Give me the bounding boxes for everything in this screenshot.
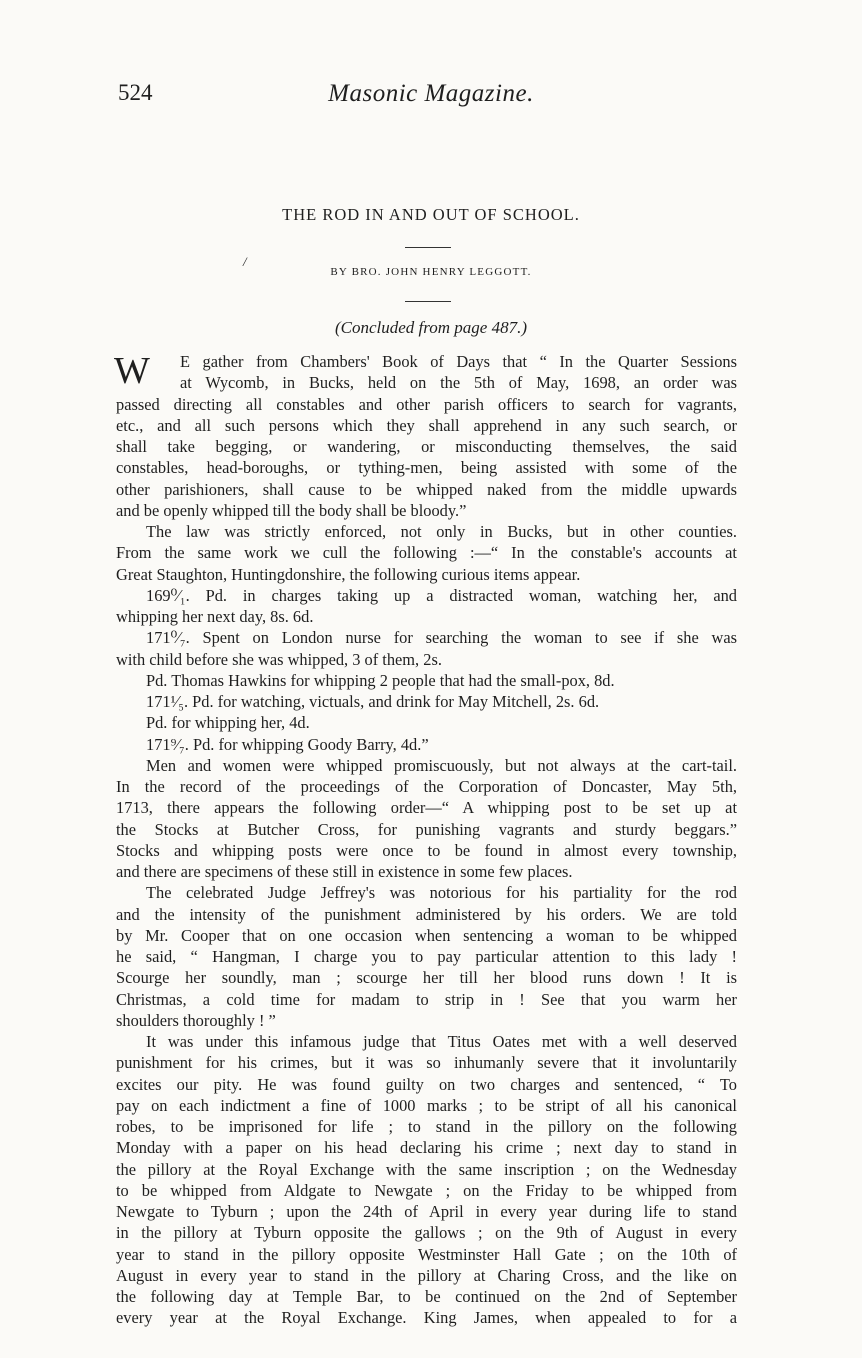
divider-rule	[405, 301, 451, 302]
text-line: It was under this infamous judge that Titus Oates met with a well deserved	[146, 1032, 737, 1051]
text-line: with child before she was whipped, 3 of them, 2s.	[116, 649, 442, 669]
page-number: 524	[118, 80, 153, 105]
text-line: constables, head-boroughs, or tything-men, being assisted with some of the	[116, 458, 737, 478]
text-line: other parishioners, shall cause to be whipped naked from the middle upwards	[116, 479, 737, 499]
text-line: Monday with a paper on his head declaring his crime ; next day to stand in	[116, 1138, 737, 1158]
article-title: THE ROD IN AND OUT OF SCHOOL.	[282, 205, 580, 224]
text-line: and there are specimens of these still in existence in some few places.	[116, 862, 573, 881]
drop-cap: W	[114, 350, 150, 392]
text-line: whipping her next day, 8s. 6d.	[116, 607, 314, 626]
byline: BY BRO. JOHN HENRY LEGGOTT.	[330, 266, 532, 278]
text-line: etc., and all such persons which they shall apprehend in any such search, or	[116, 415, 737, 435]
text-line: shall take begging, or wandering, or misconducting themselves, the said	[116, 437, 737, 456]
text-line: Pd. Thomas Hawkins for whipping 2 people that had the small-pox, 8d.	[146, 670, 615, 690]
text-line: The celebrated Judge Jeffrey's was notorious for his partiality for the rod	[146, 883, 737, 903]
text-line: the Stocks at Butcher Cross, for punishing vagrants and sturdy beggars.”	[116, 819, 737, 839]
stray-mark: /	[243, 254, 247, 269]
text-line: shoulders thoroughly ! ”	[116, 1010, 276, 1030]
text-line: by Mr. Cooper that on one occasion when sentencing a woman to be whipped	[116, 925, 737, 945]
article-body	[116, 351, 737, 1329]
text-line: 1713, there appears the following order—“ A whipping post to be set up at	[116, 798, 737, 818]
text-line: he said, “ Hangman, I charge you to pay particular attention to this lady !	[116, 947, 737, 966]
text-line: From the same work we cull the following :—“ In the constable's accounts at	[116, 543, 737, 563]
text-line: and the intensity of the punishment administered by his orders. We are told	[116, 904, 737, 924]
text-line: Christmas, a cold time for madam to strip in ! See that you warm her	[116, 989, 737, 1009]
text-line: Stocks and whipping posts were once to be found in almost every township,	[116, 840, 737, 860]
text-line: In the record of the proceedings of the Corporation of Doncaster, May 5th,	[116, 777, 737, 796]
text-line: the pillory at the Royal Exchange with the same inscription ; on the Wednesday	[116, 1159, 737, 1179]
text-line: 169⁰⁄₁. Pd. in charges taking up a distracted woman, watching her, and	[146, 585, 737, 605]
text-line: passed directing all constables and other parish officers to search for vagrants,	[116, 394, 737, 414]
text-line: year to stand in the pillory opposite Westminster Hall Gate ; on the 10th of	[116, 1244, 737, 1264]
running-title: Masonic Magazine.	[328, 80, 534, 107]
text-line: robes, to be imprisoned for life ; to stand in the pillory on the following	[116, 1117, 737, 1136]
text-line: August in every year to stand in the pillory at Charing Cross, and the like on	[116, 1265, 737, 1285]
text-line: 171⁰⁄₇. Spent on London nurse for searching the woman to see if she was	[146, 628, 737, 648]
text-line: Scourge her soundly, man ; scourge her till her blood runs down ! It is	[116, 968, 737, 988]
text-line: Pd. for whipping her, 4d.	[146, 713, 310, 733]
text-line: punishment for his crimes, but it was so inhumanly severe that it involuntarily	[116, 1053, 737, 1073]
text-line: Newgate to Tyburn ; upon the 24th of April in every year during life to stand	[116, 1202, 737, 1221]
text-line: at Wycomb, in Bucks, held on the 5th of May, 1698, an order was	[180, 373, 737, 393]
text-line: Great Staughton, Huntingdonshire, the following curious items appear.	[116, 564, 581, 584]
text-line: The law was strictly enforced, not only in Bucks, but in other counties.	[146, 522, 737, 541]
text-line: E gather from Chambers' Book of Days that “ In the Quarter Sessions	[180, 352, 737, 371]
text-line: Men and women were whipped promiscuously, but not always at the cart-tail.	[146, 755, 737, 775]
text-line: 171⁹⁄₇. Pd. for whipping Goody Barry, 4d.”	[146, 734, 429, 754]
text-line: excites our pity. He was found guilty on two charges and sentenced, “ To	[116, 1074, 737, 1094]
text-line: to be whipped from Aldgate to Newgate ; on the Friday to be whipped from	[116, 1180, 737, 1200]
text-line: and be openly whipped till the body shall be bloody.”	[116, 500, 467, 520]
concluded-note: (Concluded from page 487.)	[334, 318, 527, 337]
text-line: every year at the Royal Exchange. King James, when appealed to for a	[116, 1308, 737, 1328]
text-line: the following day at Temple Bar, to be continued on the 2nd of September	[116, 1287, 737, 1306]
text-line: pay on each indictment a fine of 1000 marks ; to be stript of all his canonical	[116, 1095, 737, 1115]
text-line: in the pillory at Tyburn opposite the gallows ; on the 9th of August in every	[116, 1223, 737, 1243]
divider-rule	[405, 247, 451, 248]
text-line: 171¹⁄₅. Pd. for watching, victuals, and drink for May Mitchell, 2s. 6d.	[146, 692, 600, 711]
